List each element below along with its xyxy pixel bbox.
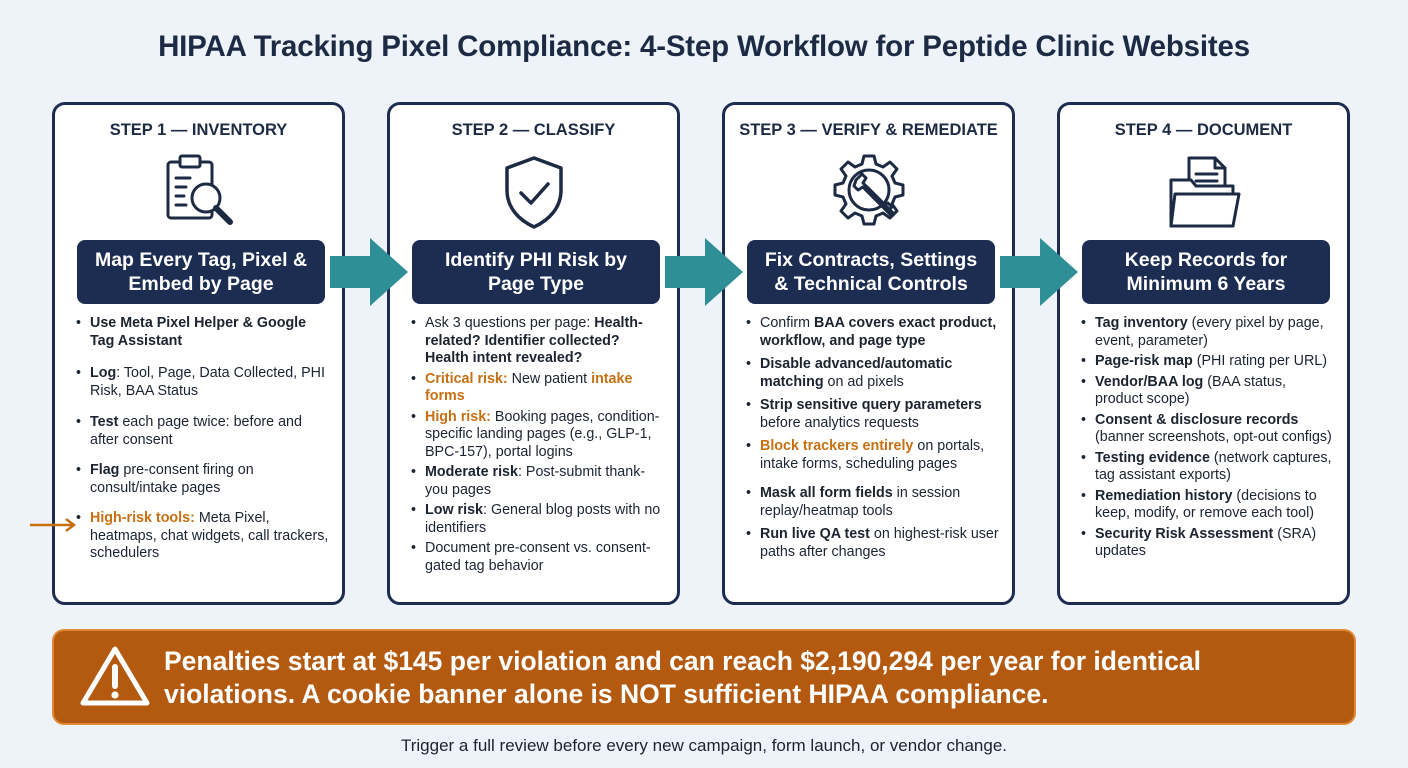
bullet-item xyxy=(745,485,1000,520)
bullet-item xyxy=(410,371,665,406)
bullet-item xyxy=(745,356,1000,391)
bullet-text: intake forms xyxy=(425,370,633,404)
bullet-text: Ask 3 questions per page: xyxy=(425,315,595,331)
bullet-text: Moderate risk xyxy=(425,464,518,480)
step-card-verify-remediate xyxy=(722,102,1015,605)
bullet-text: before analytics requests xyxy=(760,414,919,431)
clipboard-magnifier-icon xyxy=(156,150,242,236)
shield-check-icon xyxy=(491,150,577,236)
bullet-text: pre-consent firing on consult/intake pages xyxy=(90,462,254,496)
bullet-text: Log xyxy=(90,365,117,381)
step-headline: Map Every Tag, Pixel & Embed by Page xyxy=(77,240,325,304)
bullet-text: Vendor/BAA log xyxy=(1095,373,1204,390)
step-card-classify xyxy=(387,102,680,605)
bullet-item xyxy=(75,510,330,563)
penalty-warning-banner xyxy=(52,629,1356,725)
step-headline: Fix Contracts, Settings & Technical Controls xyxy=(747,240,995,304)
bullet-text: : Tool, Page, Data Collected, PHI Risk, BAA Status xyxy=(90,365,325,399)
bullet-text: on highest-risk user paths after changes xyxy=(760,526,999,560)
page-title: HIPAA Tracking Pixel Compliance: 4-Step Workflow for Peptide Clinic Websites xyxy=(158,30,1250,63)
step-headline: Keep Records for Minimum 6 Years xyxy=(1082,240,1330,304)
bullet-text: (PHI rating per URL) xyxy=(1192,353,1328,369)
bullet-text: : Post-submit thank-you pages xyxy=(425,464,646,498)
bullet-item xyxy=(410,464,665,499)
bullet-text: Disable advanced/automatic matching xyxy=(760,356,953,390)
bullet-text: Consent & disclosure records xyxy=(1095,411,1299,428)
bullet-text: Tag inventory xyxy=(1095,315,1188,331)
step-label: STEP 3 — VERIFY & REMEDIATE xyxy=(739,121,998,139)
bullet-text: Security Risk Assessment xyxy=(1095,525,1274,542)
bullet-text: (network captures, tag assistant exports) xyxy=(1095,449,1332,483)
bullet-text: Block trackers entirely xyxy=(760,438,914,454)
bullet-text: (decisions to keep, modify, or remove each tool) xyxy=(1095,487,1317,521)
bullet-text: Low risk xyxy=(425,502,483,518)
bullet-item xyxy=(410,409,665,462)
step-arrow-1-2 xyxy=(330,236,408,308)
step-card-document xyxy=(1057,102,1350,605)
step-bullets xyxy=(75,315,330,563)
bullet-item xyxy=(745,315,1000,350)
bullet-item xyxy=(410,502,665,537)
step-arrow-2-3 xyxy=(665,236,743,308)
bullet-text: in session replay/heatmap tools xyxy=(760,485,961,519)
bullet-item xyxy=(1080,374,1335,409)
step-label: STEP 2 — CLASSIFY xyxy=(451,121,616,139)
bullet-text: Critical risk: xyxy=(425,370,508,387)
warning-triangle-icon xyxy=(80,645,150,707)
bullet-item xyxy=(1080,488,1335,523)
bullet-text: each page twice: before and after consent xyxy=(90,414,302,448)
footer-note: Trigger a full review before every new campaign, form launch, or vendor change. xyxy=(400,736,1007,755)
step-bullets xyxy=(410,315,665,575)
bullet-text: Strip sensitive query parameters xyxy=(760,397,982,413)
bullet-item xyxy=(75,462,330,497)
bullet-text: New patient xyxy=(507,370,592,387)
bullet-text: Test xyxy=(90,414,119,430)
step-headline: Identify PHI Risk by Page Type xyxy=(412,240,660,304)
step-label: STEP 1 — INVENTORY xyxy=(109,121,288,139)
bullet-text: Confirm xyxy=(760,315,815,331)
bullet-item xyxy=(1080,450,1335,485)
bullet-text: Page-risk map xyxy=(1095,353,1193,369)
bullet-text: on portals, intake forms, scheduling pages xyxy=(760,438,985,472)
folder-document-icon xyxy=(1161,150,1247,236)
bullet-item xyxy=(75,414,330,449)
bullet-item xyxy=(745,438,1000,473)
step-bullets xyxy=(1080,315,1335,561)
bullet-item xyxy=(1080,353,1335,371)
step-label: STEP 4 — DOCUMENT xyxy=(1114,121,1293,139)
bullet-text: High risk: xyxy=(425,408,491,425)
bullet-text: Flag xyxy=(90,462,120,478)
bullet-text: (SRA) updates xyxy=(1095,525,1317,559)
bullet-text: Health-related? Identifier collected? Health intent revealed? xyxy=(425,315,643,366)
bullet-text: on ad pixels xyxy=(823,373,904,390)
bullet-text: (every pixel by page, event, parameter) xyxy=(1095,315,1324,349)
step-bullets xyxy=(745,315,1000,561)
bullet-text: Meta Pixel, heatmaps, chat widgets, call trackers, schedulers xyxy=(90,510,329,561)
bullet-item xyxy=(75,315,330,350)
gear-wrench-icon xyxy=(826,150,912,236)
bullet-text: Use Meta Pixel Helper & Google Tag Assistant xyxy=(90,315,307,349)
bullet-text: : General blog posts with no identifiers xyxy=(425,502,661,536)
bullet-item xyxy=(410,315,665,368)
bullet-item xyxy=(75,365,330,400)
step-card-inventory xyxy=(52,102,345,605)
bullet-text: Remediation history xyxy=(1095,487,1233,504)
bullet-text: Run live QA test xyxy=(760,526,870,542)
bullet-text: Testing evidence xyxy=(1095,449,1210,466)
bullet-text: Mask all form fields xyxy=(760,485,893,501)
high-risk-pointer-arrow xyxy=(30,518,80,532)
bullet-text: (banner screenshots, opt-out configs) xyxy=(1095,429,1332,445)
bullet-text: High-risk tools: xyxy=(90,510,195,526)
bullet-item xyxy=(1080,315,1335,350)
bullet-item xyxy=(1080,412,1335,447)
bullet-text: (BAA status, product scope) xyxy=(1095,373,1286,407)
bullet-text: BAA covers exact product, workflow, and page type xyxy=(760,315,997,349)
step-arrow-3-4 xyxy=(1000,236,1078,308)
warning-text: Penalties start at $145 per violation and can reach $2,190,294 per year for identical violations. A cookie banner alone is NOT sufficient HIPAA compliance. xyxy=(164,646,1201,709)
bullet-text: Document pre-consent vs. consent-gated tag behavior xyxy=(425,540,651,574)
bullet-item xyxy=(410,540,665,575)
bullet-item xyxy=(745,397,1000,432)
bullet-text: Booking pages, condition-specific landing pages (e.g., GLP-1, BPC-157), portal logins xyxy=(425,408,660,460)
bullet-item xyxy=(1080,526,1335,561)
bullet-item xyxy=(745,526,1000,561)
